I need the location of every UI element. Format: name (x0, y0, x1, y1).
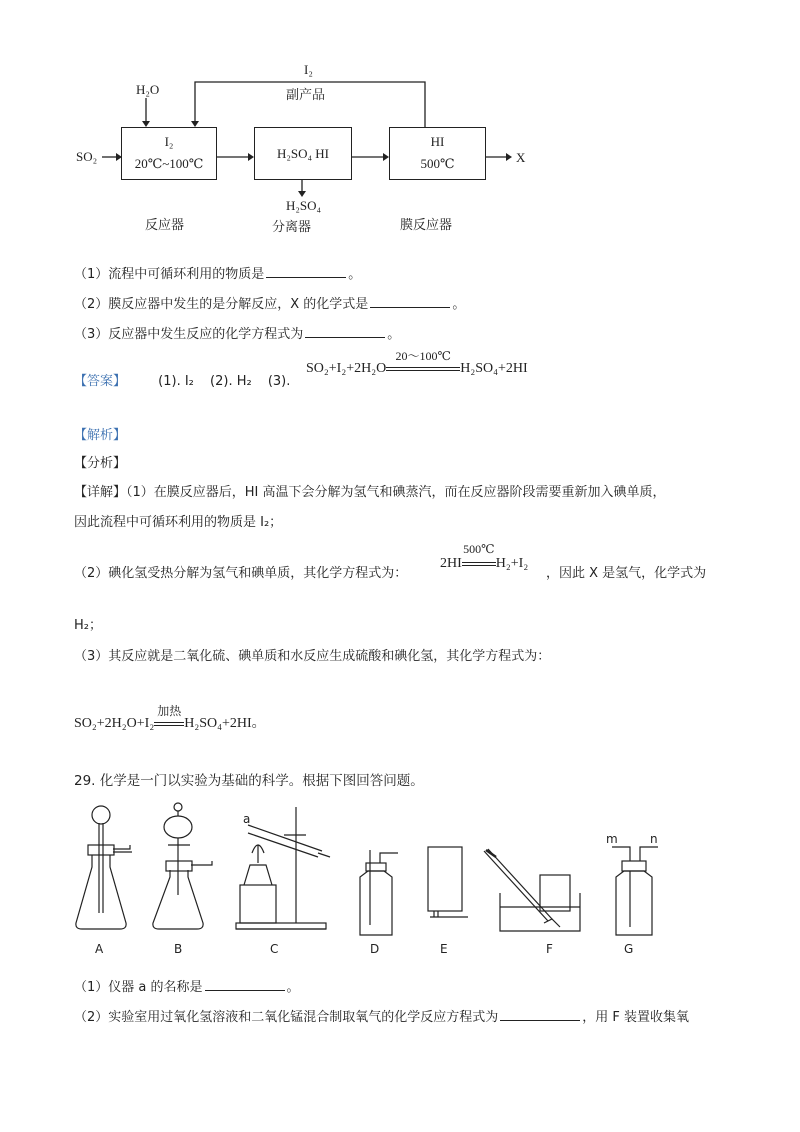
reactor-box (121, 127, 217, 180)
apparatus-label-e: E (440, 942, 448, 956)
h2so4-output-label: H₂SO₄ (286, 198, 322, 213)
q28-part2-end: 。 (452, 297, 466, 312)
answer-blank (266, 276, 346, 278)
q28-part1-text: （1）流程中可循环利用的物质是 (74, 267, 265, 282)
q28-part1 (74, 263, 361, 282)
h2o-input-label: H₂O (136, 82, 160, 97)
byproduct-label: 副产品 (286, 88, 326, 103)
separator-caption: 分离器 (272, 220, 312, 235)
separator-contents: H₂SO₄ HI (276, 146, 330, 161)
analysis-tag: 【解析】 (74, 428, 127, 443)
eq3-condition-sign (154, 704, 184, 732)
apparatus-a (76, 806, 132, 929)
analysis-detail-1: 【详解】（1）在膜反应器后，HI 高温下会分解为氢气和碘蒸汽，而在反应器阶段需要重新加入碘单质， (74, 485, 666, 500)
apparatus-label-a: A (95, 942, 104, 956)
q28-part2-text: （2）膜反应器中发生的是分解反应，X 的化学式是 (74, 297, 369, 312)
reactor-reagent: I₂ (164, 134, 174, 149)
equation-products: H₂SO₄+2HI (460, 361, 528, 376)
analysis-detail-2-tail: ，因此 X 是氢气，化学式为 (546, 566, 707, 581)
apparatus-d (360, 850, 398, 935)
answer-3-label: (3). (267, 374, 291, 389)
equation-reactants: SO₂+I₂+2H₂O (306, 361, 387, 376)
eq3-condition: 加热 (157, 704, 182, 718)
x-output-label: X (516, 150, 526, 165)
apparatus-label-b: B (174, 942, 183, 956)
q29-part2-end: ，用 F 装置收集氧 (582, 1010, 690, 1025)
apparatus-label-d: D (370, 942, 380, 956)
apparatus-label-g: G (624, 942, 634, 956)
eq2-condition: 500℃ (463, 542, 495, 556)
q29-part1-text: （1）仪器 a 的名称是 (74, 980, 203, 995)
apparatus-g (612, 847, 658, 935)
i2-recycle-label: I₂ (304, 62, 313, 77)
q28-part3-text: （3）反应器中发生反应的化学方程式为 (74, 327, 304, 342)
eq3-products: H₂SO₄+2HI (184, 716, 252, 731)
flow-arrows (0, 0, 800, 240)
answer-blank (305, 336, 385, 338)
eq3-end: 。 (251, 716, 266, 731)
answer-blank (500, 1019, 580, 1021)
label-m: m (606, 832, 618, 846)
apparatus-b (153, 803, 212, 929)
q29-part1-end: 。 (286, 980, 300, 995)
analysis-detail-2: （2）碘化氢受热分解为氢气和碘单质，其化学方程式为： (74, 566, 408, 581)
label-a-pointer: a (243, 812, 251, 826)
equation-condition-sign (386, 349, 460, 377)
analysis-detail-3: （3）其反应就是二氧化硫、碘单质和水反应生成硫酸和碘化氢，其化学方程式为： (74, 649, 551, 664)
label-n: n (650, 832, 658, 846)
eq2-condition-sign (462, 542, 496, 572)
membrane-reagent: HI (430, 134, 445, 149)
eq2-products: H₂+I₂ (495, 556, 529, 571)
membrane-temp: 500℃ (420, 156, 455, 171)
reactor-caption: 反应器 (145, 218, 185, 233)
analysis-detail-1b: 因此流程中可循环利用的物质是 I₂； (74, 515, 283, 530)
lab-apparatus-figure (0, 795, 800, 960)
apparatus-label-f: F (546, 942, 553, 956)
q29-title: 29. 化学是一门以实验为基础的科学。根据下图回答问题。 (74, 773, 424, 789)
q28-part1-end: 。 (348, 267, 362, 282)
answer-equation (306, 349, 528, 377)
eq3-reactants: SO₂+2H₂O+I₂ (74, 716, 155, 731)
analysis-eq-3 (74, 704, 266, 732)
analysis-eq-2 (440, 542, 529, 572)
membrane-caption: 膜反应器 (400, 218, 453, 233)
so2-input-label: SO₂ (76, 149, 98, 164)
answer-2: (2). H₂ (210, 374, 252, 389)
apparatus-e (428, 847, 468, 917)
answer-row (74, 370, 290, 389)
apparatus-f (484, 849, 580, 931)
separator-box (254, 127, 352, 180)
apparatus-label-c: C (270, 942, 279, 956)
answer-blank (370, 306, 450, 308)
q29-part2 (74, 1006, 689, 1025)
analysis-detail-2-h2: H₂； (74, 618, 102, 633)
answer-blank (205, 989, 285, 991)
q28-part3 (74, 323, 400, 342)
eq2-reactants: 2HI (440, 556, 462, 571)
membrane-reactor-box (389, 127, 486, 180)
q28-part2 (74, 293, 465, 312)
answer-tag: 【答案】 (74, 374, 127, 389)
reactor-temp: 20℃~100℃ (134, 156, 204, 171)
analysis-fenxi: 【分析】 (74, 456, 127, 471)
answer-1: (1). I₂ (158, 374, 194, 389)
q29-part2-text: （2）实验室用过氧化氢溶液和二氧化锰混合制取氧气的化学反应方程式为 (74, 1010, 499, 1025)
q29-part1 (74, 976, 300, 995)
equation-condition: 20～100℃ (395, 349, 451, 363)
q28-part3-end: 。 (387, 327, 401, 342)
